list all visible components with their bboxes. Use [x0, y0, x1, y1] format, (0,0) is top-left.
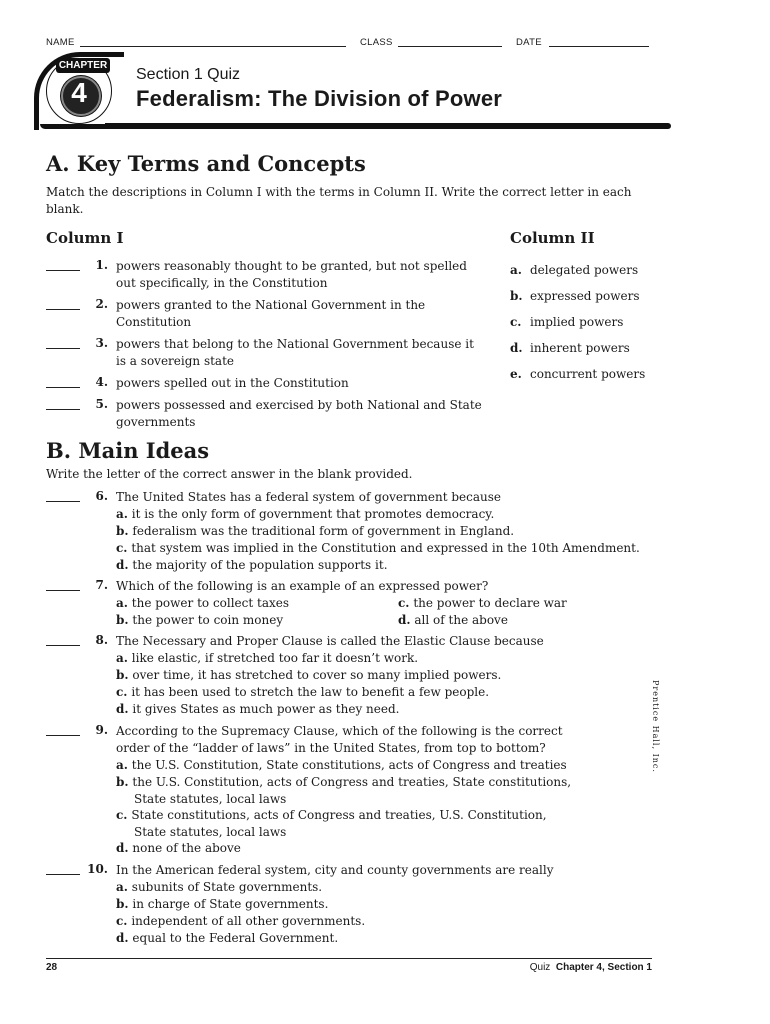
answer-blank[interactable] — [46, 590, 80, 591]
answer-blank[interactable] — [46, 501, 80, 502]
chapter-number: 4 — [71, 77, 87, 108]
term-text: concurrent powers — [530, 367, 646, 381]
term-text: inherent powers — [530, 341, 630, 355]
section-b-heading: B. Main Ideas — [46, 438, 210, 463]
term-letter: b. — [510, 289, 523, 303]
term-letter: d. — [510, 341, 523, 355]
item-text: out specifically, in the Constitution — [116, 276, 328, 290]
text: a. — [116, 596, 128, 610]
date-field[interactable] — [549, 46, 649, 47]
term-text: delegated powers — [530, 263, 639, 277]
question-stem: order of the “ladder of laws” in the United States, from top to bottom? — [116, 741, 546, 755]
answer-option — [116, 774, 571, 791]
term-item — [510, 289, 639, 303]
page-title: Federalism: The Division of Power — [136, 86, 503, 111]
text: independent of all other governments. — [131, 914, 366, 928]
text: b. — [116, 775, 129, 789]
date-label: DATE — [516, 37, 542, 48]
answer-option — [116, 684, 489, 701]
text: in charge of State governments. — [132, 897, 329, 911]
item-text: powers spelled out in the Constitution — [116, 376, 349, 390]
name-label: NAME — [46, 37, 75, 48]
column-2-heading: Column II — [510, 229, 595, 247]
item-text: powers reasonably thought to be granted, but not spelled — [116, 259, 467, 273]
answer-option — [116, 807, 547, 824]
text: a. — [116, 507, 128, 521]
item-number: 2. — [95, 297, 108, 311]
term-text: expressed powers — [530, 289, 640, 303]
answer-option — [398, 612, 508, 629]
item-text: is a sovereign state — [116, 354, 235, 368]
item-text: powers possessed and exercised by both National and State — [116, 398, 482, 412]
item-text: governments — [116, 415, 196, 429]
item-text: Constitution — [116, 315, 192, 329]
question-number: 7. — [95, 578, 108, 592]
text: over time, it has stretched to cover so many implied powers. — [132, 668, 502, 682]
question-stem: Which of the following is an example of an expressed power? — [116, 579, 489, 593]
item-number: 5. — [95, 397, 108, 411]
text: b. — [116, 524, 129, 538]
footer-label — [530, 962, 652, 973]
class-label: CLASS — [360, 37, 393, 48]
answer-option — [116, 612, 283, 629]
text: subunits of State governments. — [131, 880, 323, 894]
text: all of the above — [414, 613, 508, 627]
answer-blank[interactable] — [46, 874, 80, 875]
text: the power to declare war — [413, 596, 567, 610]
answer-option — [116, 896, 328, 913]
text: the U.S. Constitution, acts of Congress and treaties, State constitutions, — [132, 775, 572, 789]
text: none of the above — [132, 841, 241, 855]
text: b. — [116, 613, 129, 627]
term-text: implied powers — [530, 315, 624, 329]
text: the majority of the population supports it. — [132, 558, 388, 572]
answer-option — [398, 595, 567, 612]
section-a-heading: A. Key Terms and Concepts — [46, 151, 366, 176]
answer-option — [116, 930, 338, 947]
question-stem: According to the Supremacy Clause, which of the following is the correct — [116, 724, 563, 738]
answer-blank[interactable] — [46, 348, 80, 349]
text: it gives States as much power as they need. — [132, 702, 400, 716]
text: the power to coin money — [132, 613, 284, 627]
term-letter: c. — [510, 315, 522, 329]
answer-option — [116, 595, 289, 612]
text: like elastic, if stretched too far it doesn’t work. — [131, 651, 419, 665]
term-item — [510, 367, 645, 381]
answer-option — [116, 701, 399, 718]
answer-blank[interactable] — [46, 387, 80, 388]
text: d. — [116, 841, 129, 855]
text: c. — [116, 541, 128, 555]
text: the U.S. Constitution, State constitutions, acts of Congress and treaties — [131, 758, 567, 772]
page-number: 28 — [46, 962, 58, 973]
answer-option — [116, 506, 494, 523]
answer-option — [116, 667, 501, 684]
question-number: 8. — [95, 633, 108, 647]
text: d. — [116, 931, 129, 945]
text: it has been used to stretch the law to benefit a few people. — [131, 685, 490, 699]
answer-option — [116, 540, 640, 557]
term-item — [510, 341, 630, 355]
question-number: 6. — [95, 489, 108, 503]
section-label: Section 1 Quiz — [136, 66, 241, 83]
text: the power to collect taxes — [131, 596, 290, 610]
column-1-heading: Column I — [46, 229, 124, 247]
answer-option — [116, 840, 241, 857]
answer-option-cont: State statutes, local laws — [134, 825, 287, 839]
term-item — [510, 263, 638, 277]
answer-blank[interactable] — [46, 270, 80, 271]
footer-chapter: Chapter 4, Section 1 — [555, 962, 652, 973]
question-number: 10. — [87, 862, 108, 876]
text: a. — [116, 758, 128, 772]
section-a-instructions: Match the descriptions in Column I with the terms in Column II. Write the correct letter in each blank. — [46, 185, 632, 216]
question-stem: The United States has a federal system of government because — [116, 490, 501, 504]
question-stem: In the American federal system, city and county governments are really — [116, 863, 554, 877]
answer-blank[interactable] — [46, 645, 80, 646]
answer-option-cont: State statutes, local laws — [134, 792, 287, 806]
text: a. — [116, 880, 128, 894]
chapter-tag: CHAPTER — [56, 58, 110, 73]
text: State constitutions, acts of Congress and treaties, U.S. Constitution, — [131, 808, 547, 822]
answer-option — [116, 523, 514, 540]
answer-option — [116, 650, 418, 667]
text: d. — [398, 613, 411, 627]
item-text: powers granted to the National Government in the — [116, 298, 426, 312]
answer-blank[interactable] — [46, 735, 80, 736]
answer-option — [116, 879, 322, 896]
question-number: 9. — [95, 723, 108, 737]
publisher-credit: Prentice Hall, Inc. — [651, 680, 660, 773]
name-field[interactable] — [80, 46, 346, 47]
term-letter: a. — [510, 263, 522, 277]
answer-option — [116, 557, 388, 574]
item-number: 4. — [95, 375, 108, 389]
text: c. — [116, 685, 128, 699]
term-letter: e. — [510, 367, 522, 381]
item-text: powers that belong to the National Government because it — [116, 337, 474, 351]
answer-option — [116, 757, 567, 774]
footer-quiz: Quiz — [529, 962, 551, 973]
text: b. — [116, 668, 129, 682]
item-number: 1. — [95, 258, 108, 272]
text: equal to the Federal Government. — [132, 931, 339, 945]
text: that system was implied in the Constitution and expressed in the 10th Amendment. — [131, 541, 640, 555]
text: c. — [116, 808, 128, 822]
title-rule — [105, 123, 671, 129]
answer-option — [116, 913, 365, 930]
text: d. — [116, 702, 129, 716]
title-rule-left — [40, 124, 110, 129]
answer-blank[interactable] — [46, 309, 80, 310]
text: federalism was the traditional form of government in England. — [132, 524, 515, 538]
footer-rule — [46, 958, 652, 959]
class-field[interactable] — [398, 46, 502, 47]
text: d. — [116, 558, 129, 572]
section-b-instructions: Write the letter of the correct answer in the blank provided. — [46, 467, 413, 481]
answer-blank[interactable] — [46, 409, 80, 410]
text: a. — [116, 651, 128, 665]
term-item — [510, 315, 623, 329]
text: b. — [116, 897, 129, 911]
item-number: 3. — [95, 336, 108, 350]
text: c. — [116, 914, 128, 928]
text: c. — [398, 596, 410, 610]
text: it is the only form of government that promotes democracy. — [131, 507, 495, 521]
question-stem: The Necessary and Proper Clause is called the Elastic Clause because — [116, 634, 544, 648]
